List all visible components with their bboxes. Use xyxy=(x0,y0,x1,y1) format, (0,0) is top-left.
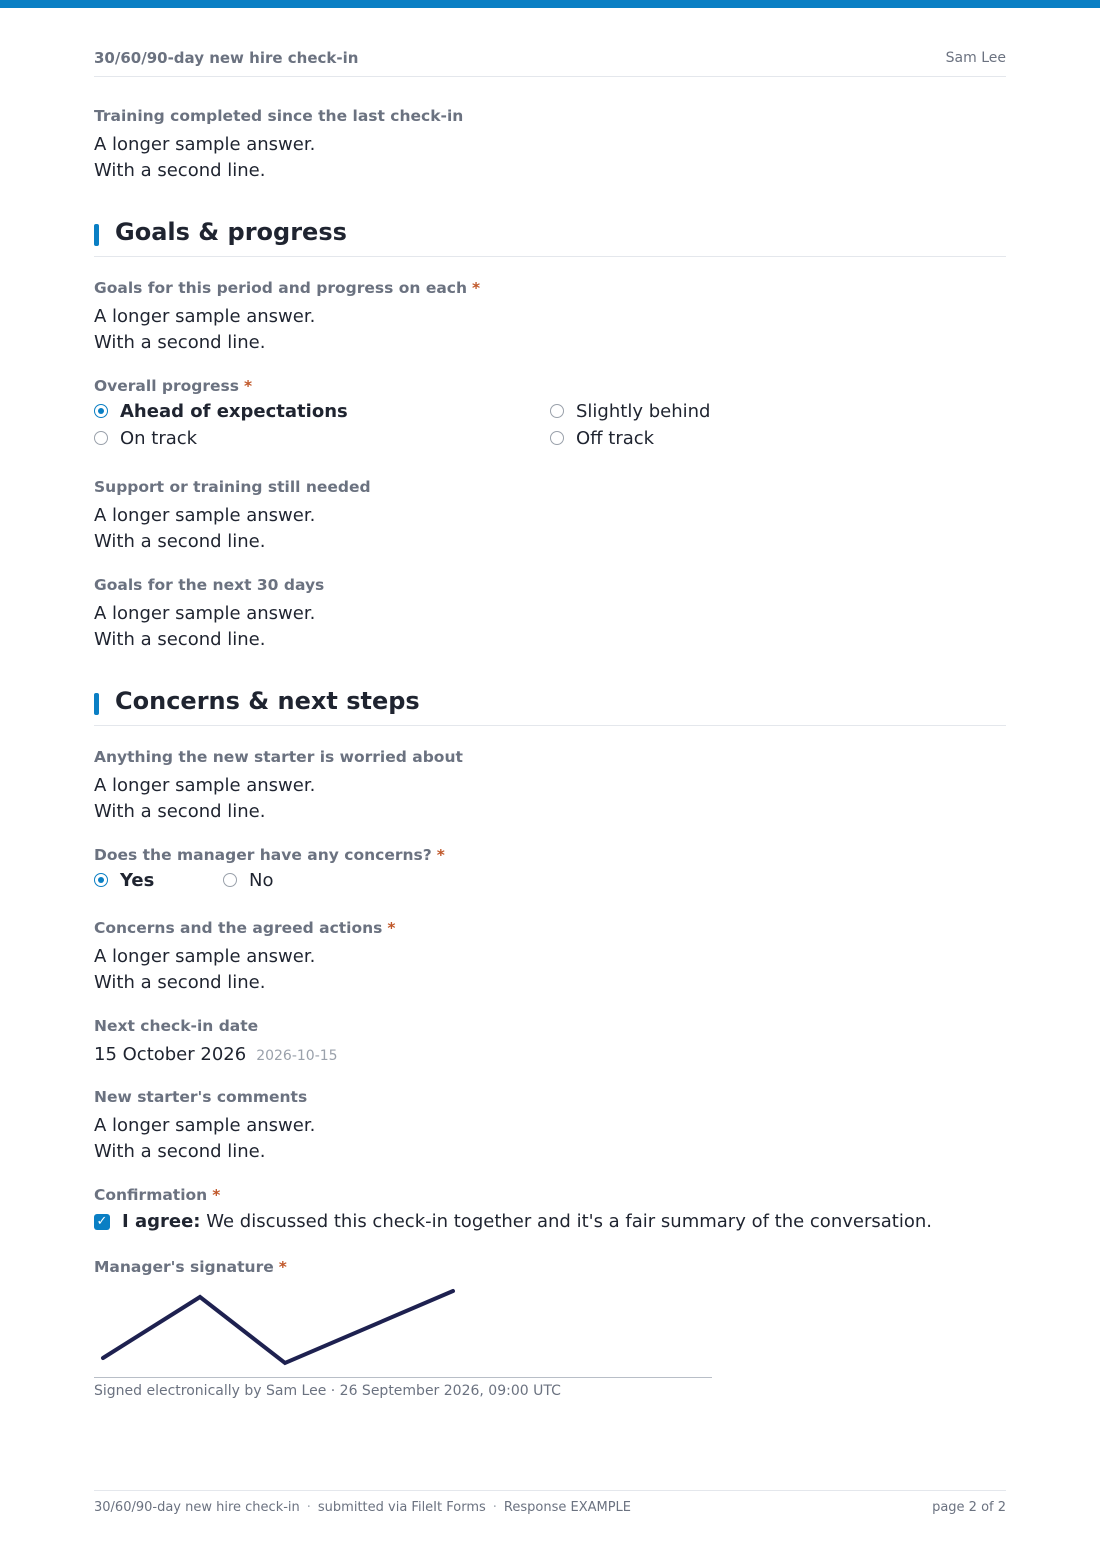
field-concerns-actions xyxy=(94,918,1006,996)
field-support xyxy=(94,477,1006,555)
answer-line: A longer sample answer. xyxy=(94,1115,316,1136)
radio-selected-icon xyxy=(94,873,108,887)
answer-line: With a second line. xyxy=(94,1141,266,1162)
field-label: New starter's comments xyxy=(94,1088,308,1106)
confirm-text xyxy=(122,1211,932,1233)
answer-line: With a second line. xyxy=(94,629,266,650)
field-overall-progress xyxy=(94,376,1006,456)
radio-unselected-icon xyxy=(550,431,564,445)
field-goals-next xyxy=(94,575,1006,653)
signature-image xyxy=(94,1283,712,1377)
field-label: Manager's signature * xyxy=(94,1258,287,1276)
field-label: Training completed since the last check-in xyxy=(94,107,464,125)
section-title: Goals & progress xyxy=(115,218,347,246)
section-concerns xyxy=(94,685,1006,726)
field-manager-concerns xyxy=(94,845,1006,897)
field-worried xyxy=(94,747,1006,825)
field-goals-period xyxy=(94,278,1006,356)
option-label: No xyxy=(249,870,274,891)
radio-unselected-icon xyxy=(94,431,108,445)
field-answer xyxy=(94,503,1006,555)
answer-line: With a second line. xyxy=(94,972,266,993)
agree-checkbox-row[interactable] xyxy=(94,1211,1006,1233)
required-marker: * xyxy=(278,1258,287,1276)
radio-selected-icon xyxy=(94,404,108,418)
required-marker: * xyxy=(387,919,396,937)
page-header xyxy=(94,48,1006,77)
field-answer xyxy=(94,132,1006,184)
page-number: page 2 of 2 xyxy=(932,1500,1006,1515)
field-starter-comments xyxy=(94,1087,1006,1165)
footer-meta: 30/60/90-day new hire check-in · submitted via FileIt Forms · Response EXAMPLE xyxy=(94,1500,631,1515)
footer-form: 30/60/90-day new hire check-in xyxy=(94,1500,300,1515)
field-confirmation xyxy=(94,1185,1006,1237)
field-label: Goals for the next 30 days xyxy=(94,576,325,594)
field-answer xyxy=(94,601,1006,653)
footer-submitted: submitted via FileIt Forms xyxy=(317,1500,486,1515)
page-footer xyxy=(94,1490,1006,1521)
date-value: 15 October 2026 xyxy=(94,1044,247,1065)
radio-unselected-icon xyxy=(550,404,564,418)
field-answer xyxy=(94,1042,1006,1069)
answer-line: With a second line. xyxy=(94,531,266,552)
required-marker: * xyxy=(436,846,445,864)
required-marker: * xyxy=(212,1186,221,1204)
radio-unselected-icon xyxy=(223,873,237,887)
answer-line: A longer sample answer. xyxy=(94,603,316,624)
section-marker xyxy=(94,693,99,715)
answer-line: A longer sample answer. xyxy=(94,134,316,155)
signature-box xyxy=(94,1283,712,1378)
signature-caption: Signed electronically by Sam Lee · 26 September 2026, 09:00 UTC xyxy=(94,1383,561,1399)
field-label: Does the manager have any concerns? * xyxy=(94,846,445,864)
section-marker xyxy=(94,224,99,246)
answer-line: With a second line. xyxy=(94,332,266,353)
field-answer xyxy=(94,773,1006,825)
field-label: Next check-in date xyxy=(94,1017,259,1035)
option-label: Off track xyxy=(576,428,655,449)
answer-line: With a second line. xyxy=(94,160,266,181)
top-accent-bar xyxy=(0,0,1100,8)
footer-response: Response EXAMPLE xyxy=(503,1500,631,1515)
required-marker: * xyxy=(472,279,481,297)
answer-line: A longer sample answer. xyxy=(94,306,316,327)
field-label: Overall progress * xyxy=(94,377,253,395)
checkbox-checked-icon[interactable]: ✓ xyxy=(94,1214,110,1230)
answer-line: With a second line. xyxy=(94,801,266,822)
field-label: Anything the new starter is worried about xyxy=(94,748,463,766)
agree-statement: We discussed this check-in together and it's a fair summary of the conversation. xyxy=(206,1211,932,1232)
section-goals xyxy=(94,216,1006,257)
answer-line: A longer sample answer. xyxy=(94,505,316,526)
field-label: Goals for this period and progress on each * xyxy=(94,279,481,297)
field-answer xyxy=(94,1113,1006,1165)
field-next-checkin xyxy=(94,1016,1006,1069)
answer-line: A longer sample answer. xyxy=(94,775,316,796)
field-label: Concerns and the agreed actions * xyxy=(94,919,396,937)
option-label: Slightly behind xyxy=(576,401,711,422)
field-label: Support or training still needed xyxy=(94,478,371,496)
form-title: 30/60/90-day new hire check-in xyxy=(94,49,359,67)
field-label: Confirmation * xyxy=(94,1186,221,1204)
option-label: Ahead of expectations xyxy=(120,401,348,422)
option-label: On track xyxy=(120,428,198,449)
field-training xyxy=(94,106,1006,184)
option-label: Yes xyxy=(120,870,155,891)
respondent-name: Sam Lee xyxy=(945,50,1006,66)
date-iso: 2026-10-15 xyxy=(256,1048,338,1064)
answer-line: A longer sample answer. xyxy=(94,946,316,967)
agree-label: I agree: xyxy=(122,1211,201,1232)
section-title: Concerns & next steps xyxy=(115,687,420,715)
field-answer xyxy=(94,304,1006,356)
field-signature-label xyxy=(94,1257,1006,1277)
required-marker: * xyxy=(244,377,253,395)
field-answer xyxy=(94,944,1006,996)
